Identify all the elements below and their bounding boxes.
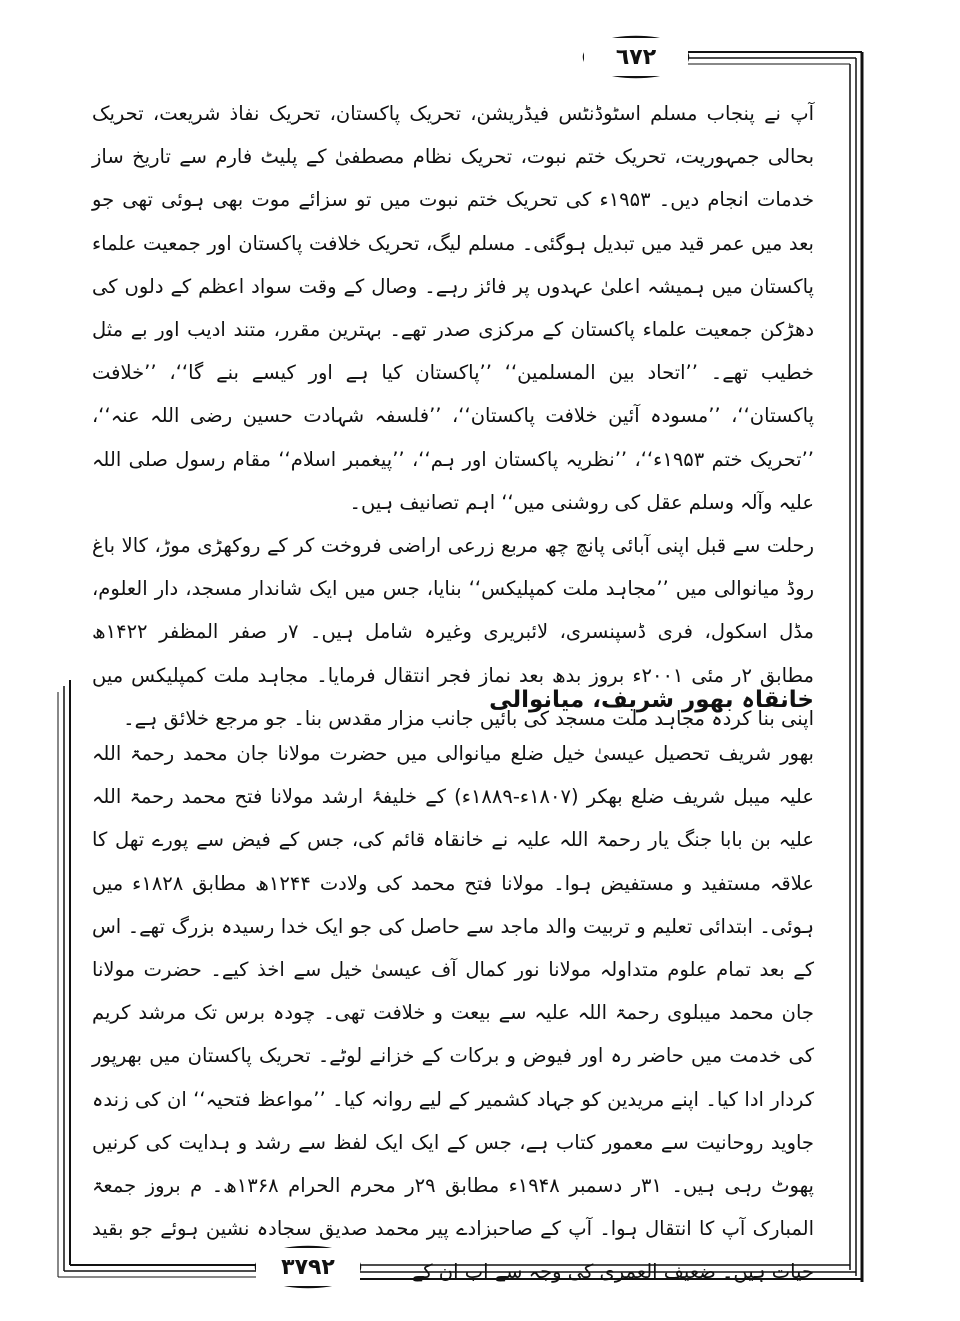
page-number-bottom: ٣٧٩٢ [256, 1248, 360, 1286]
paragraph: آپ نے پنجاب مسلم اسٹوڈنٹس فیڈریشن، تحریک پاکستان، تحریک نفاذ شریعت، تحریک بحالی جمہوریت، تحریک ختم نبوت، تحریک نظام مصطفیٰ کے پلیٹ فارم سے تاریخ ساز خدمات انجام دیں۔ ۱۹۵۳ء کی تحریک ختم نبوت میں تو سزائے موت بھی ہوئی تھی جو بعد میں عمر قید میں تبدیل ہوگئی۔ مسلم لیگ، تحریک خلافت پاکستان اور جمعیت علماء پاکستان میں ہمیشہ اعلیٰ عہدوں پر فائز رہے۔ وصال کے وقت سواد اعظم کے دلوں کی دھڑکن جمعیت علماء پاکستان کے مرکزی صدر تھے۔ بہترین مقرر، متند ادیب اور بے مثل خطیب تھے۔ ’’اتحاد بین المسلمین‘‘ ’’پاکستان کیا ہے اور کیسے بنے گا‘‘، ’’خلافت پاکستان‘‘، ’’مسودہ آئین خلافت پاکستان‘‘، ’’فلسفہ شہادت حسین رضی اللہ عنہ‘‘، ’’تحریک ختم ۱۹۵۳ء‘‘، ’’نظریہ پاکستان اور ہم‘‘، ’’پیغمبر اسلام‘‘ مقام رسول صلی اللہ علیہ وآلہ وسلم عقل کی روشنی میں‘‘ اہم تصانیف ہیں۔ [92, 102, 814, 514]
body-text-section-2 [92, 732, 814, 1294]
section-heading: خانقاہ بھور شریف، میانوالی [489, 687, 814, 713]
paragraph: بھور شریف تحصیل عیسیٰ خیل ضلع میانوالی میں حضرت مولانا جان محمد رحمۃ اللہ علیہ میبل شریف ضلع بھکر (۱۸۰۷ء-۱۸۸۹ء) کے خلیفۂ ارشد مولانا فتح محمد رحمۃ اللہ علیہ بن بابا جنگ یار رحمۃ اللہ علیہ نے خانقاہ قائم کی، جس کے فیض سے پورے تھل کا علاقہ مستفید و مستفیض ہوا۔ مولانا فتح محمد کی ولادت ۱۲۴۴ھ مطابق ۱۸۲۸ء میں ہوئی۔ ابتدائی تعلیم و تربیت والد ماجد سے حاصل کی جو ایک خدا رسیدہ بزرگ تھے۔ اس کے بعد تمام علوم متداولہ مولانا نور کمال آف عیسیٰ خیل سے اخذ کیے۔ حضرت مولانا جان محمد میبلوی رحمۃ اللہ علیہ سے بیعت و خلافت تھی۔ چودہ برس تک مرشد کریم کی خدمت میں حاضر رہ اور فیوض و برکات کے خزانے لوٹے۔ تحریک پاکستان میں بھرپور کردار ادا کیا۔ اپنے مریدین کو جہاد کشمیر کے لیے روانہ کیا۔ ’’مواعظ فتحیہ‘‘ ان کی زندہ جاوید روحانیت سے معمور کتاب ہے، جس کے ایک ایک لفظ سے رشد و ہدایت کی کرنیں پھوٹ رہی ہیں۔ ۳۱ر دسمبر ۱۹۴۸ء مطابق ۲۹ر محرم الحرام ۱۳۶۸ھ۔ م بروز جمعۃ المبارک آپ کا انتقال ہوا۔ آپ کے صاحبزادے پیر محمد صدیق سجادہ نشین ہوئے جو بقید حیات ہیں۔ ضعیف العمری کی وجہ سے اب ان کے [92, 742, 815, 1284]
body-text-section-1 [92, 92, 814, 740]
page-number-top: ٦٧٢ [584, 38, 688, 76]
paragraph: رحلت سے قبل اپنی آبائی پانچ چھ مربع زرعی اراضی فروخت کر کے روکھڑی موڑ، کالا باغ روڈ میانوالی میں ’’مجاہد ملت کمپلیکس‘‘ بنایا، جس میں ایک شاندار مسجد، دار العلوم، مڈل اسکول، فری ڈسپنسری، لائبریری وغیرہ شامل ہیں۔ ۷ر صفر المظفر ۱۴۲۲ھ مطابق ۲ر مئی ۲۰۰۱ء بروز بدھ بعد نماز فجر انتقال فرمایا۔ مجاہد ملت کمپلیکس میں اپنی بنا کردہ مجاہد ملت مسجد کی بائیں جانب مزار مقدس بنا۔ جو مرجع خلائق ہے۔ [92, 534, 814, 730]
